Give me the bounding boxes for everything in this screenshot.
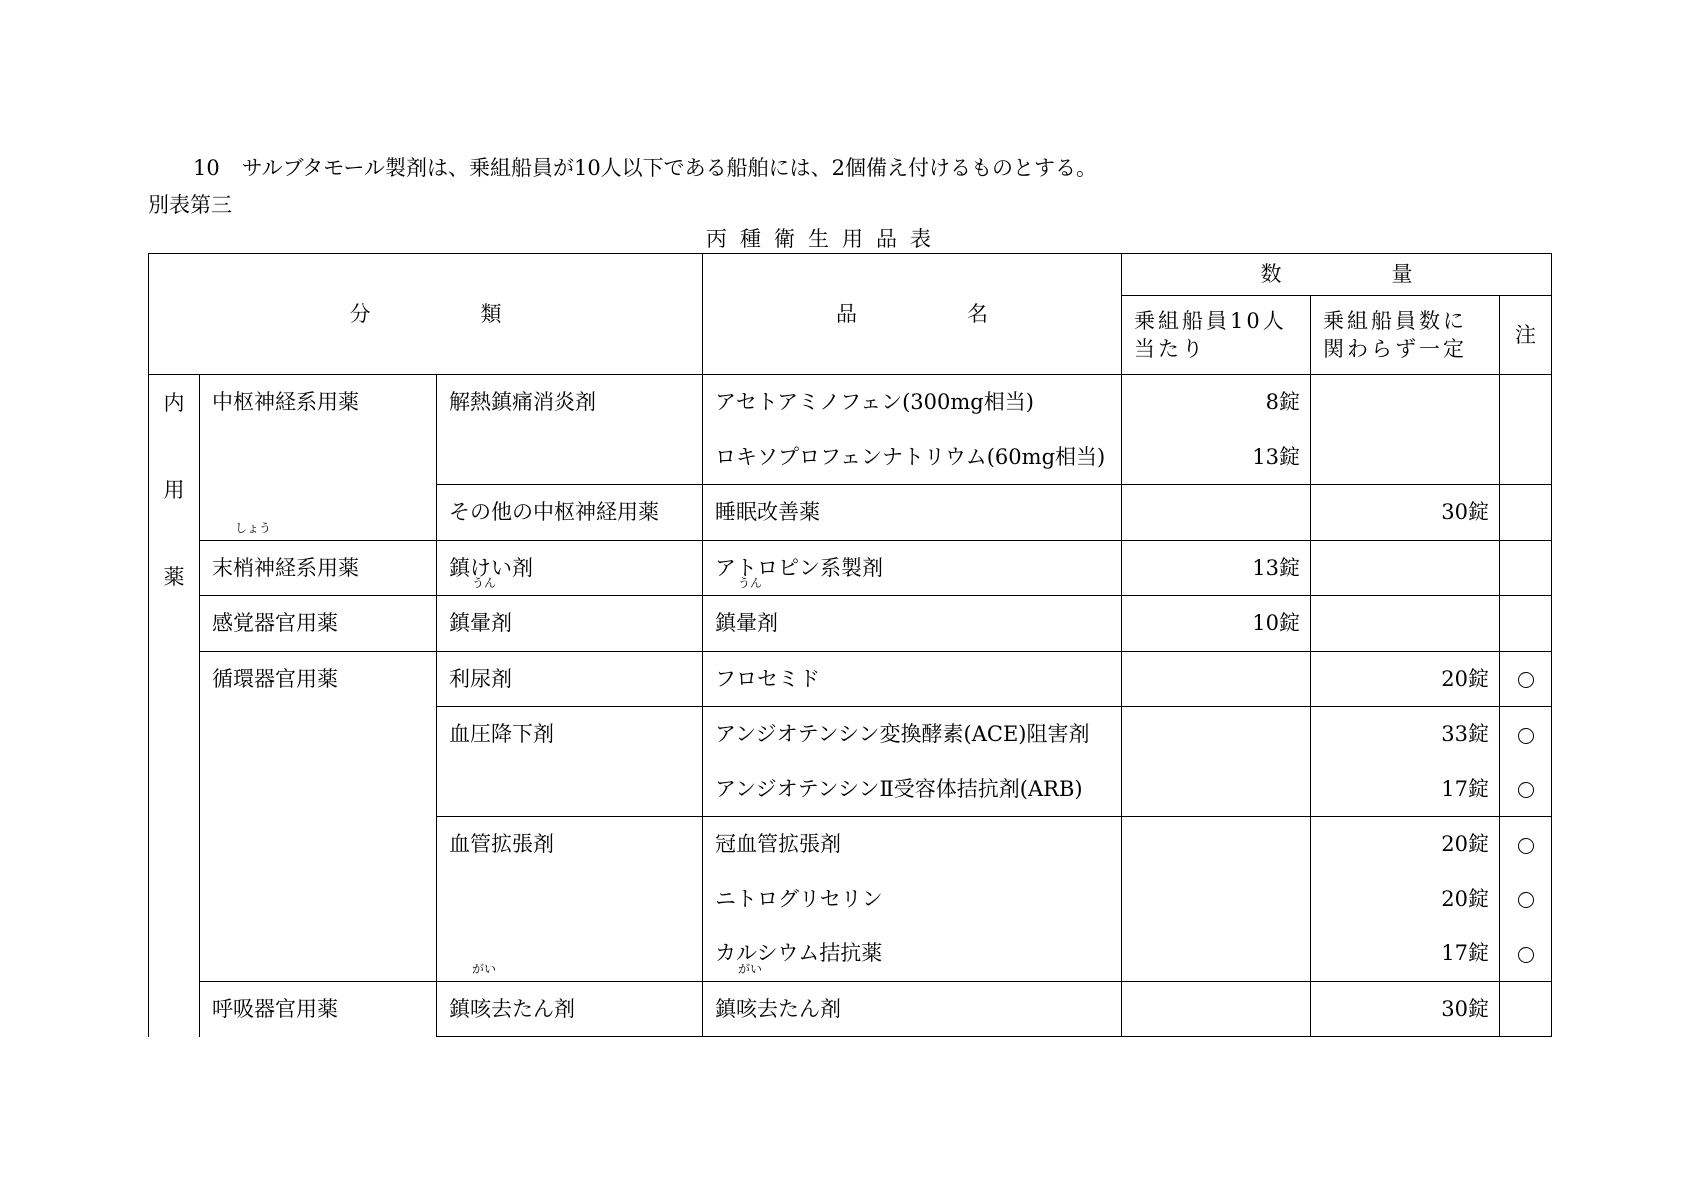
- header-note: 注: [1500, 296, 1552, 375]
- supplies-table: [148, 253, 1552, 1037]
- item-name: フロセミド: [703, 651, 1122, 707]
- table-title: 丙種衛生用品表: [706, 227, 944, 251]
- subcategory-cell: 鎮 がい 咳去たん剤: [437, 981, 703, 1037]
- note-circle-icon: [1500, 762, 1552, 817]
- header-fixed-quantity: 乗組船員数に関わらず一定: [1311, 296, 1500, 375]
- header-item-name: 品 名: [703, 254, 1122, 375]
- qty-per-10: [1122, 651, 1311, 707]
- ruby-text: しょう: [235, 520, 272, 535]
- paragraph-10: [193, 152, 1097, 182]
- qty-fixed: 30錠: [1311, 485, 1500, 541]
- category-cell: 末 しょう 梢神経系用薬: [200, 540, 437, 596]
- ruby-text: がい: [738, 961, 763, 976]
- table-row: [149, 981, 1552, 1037]
- qty-per-10: [1122, 485, 1311, 541]
- qty-fixed: 17錠: [1311, 762, 1500, 817]
- header-per-10-crew: 乗組船員10人当たり: [1122, 296, 1311, 375]
- item-name: アトロピン系製剤: [703, 540, 1122, 596]
- qty-per-10: 10錠: [1122, 596, 1311, 652]
- qty-per-10: 13錠: [1122, 540, 1311, 596]
- qty-fixed: [1311, 430, 1500, 485]
- note-circle-icon: [1500, 872, 1552, 927]
- category-cell: 循環器官用薬: [200, 651, 437, 981]
- ruby-text: がい: [472, 961, 497, 976]
- item-name: 睡眠改善薬: [703, 485, 1122, 541]
- subcategory-cell: 鎮 うん 暈剤: [437, 596, 703, 652]
- item-name: アセトアミノフェン(300mg相当): [703, 375, 1122, 430]
- item-name: ロキソプロフェンナトリウム(60mg相当): [703, 430, 1122, 485]
- paragraph-number: 10: [193, 156, 220, 180]
- ruby-text: うん: [472, 576, 497, 590]
- subcategory-cell: 鎮けい剤: [437, 540, 703, 596]
- group-internal-medicine: 内 用 薬: [149, 375, 200, 1037]
- qty-per-10: [1122, 872, 1311, 927]
- item-name: 鎮 がい 咳去たん剤: [703, 981, 1122, 1037]
- note-circle-icon: [1500, 926, 1552, 981]
- subcategory-cell: 血圧降下剤: [437, 707, 703, 817]
- qty-fixed: [1311, 596, 1500, 652]
- table-row: [149, 540, 1552, 596]
- note-cell: [1500, 430, 1552, 485]
- paragraph-text: サルブタモール製剤は、乗組船員が10人以下である船舶には、2個備え付けるものとする。: [241, 156, 1098, 180]
- item-name: ニトログリセリン: [703, 872, 1122, 927]
- qty-fixed: [1311, 540, 1500, 596]
- note-cell: [1500, 375, 1552, 430]
- qty-per-10: 8錠: [1122, 375, 1311, 430]
- item-name: カルシウム拮抗薬: [703, 926, 1122, 981]
- subcategory-cell: 利尿剤: [437, 651, 703, 707]
- qty-fixed: 20錠: [1311, 651, 1500, 707]
- category-cell: 中枢神経系用薬: [200, 375, 437, 541]
- qty-fixed: 17錠: [1311, 926, 1500, 981]
- qty-fixed: 20錠: [1311, 872, 1500, 927]
- note-cell: [1500, 485, 1552, 541]
- note-circle-icon: [1500, 707, 1552, 762]
- note-cell: [1500, 540, 1552, 596]
- note-circle-icon: [1500, 817, 1552, 872]
- item-name: アンジオテンシン変換酵素(ACE)阻害剤: [703, 707, 1122, 762]
- qty-per-10: [1122, 707, 1311, 762]
- subcategory-cell: 血管拡張剤: [437, 817, 703, 982]
- table-row: [149, 375, 1552, 430]
- qty-fixed: 33錠: [1311, 707, 1500, 762]
- note-circle-icon: [1500, 651, 1552, 707]
- item-name: アンジオテンシンⅡ受容体拮抗剤(ARB): [703, 762, 1122, 817]
- qty-fixed: [1311, 375, 1500, 430]
- subcategory-cell: その他の中枢神経用薬: [437, 485, 703, 541]
- qty-fixed: 30錠: [1311, 981, 1500, 1037]
- qty-per-10: [1122, 926, 1311, 981]
- annex-label: 別表第三: [148, 193, 232, 217]
- qty-per-10: [1122, 762, 1311, 817]
- category-cell: 呼吸器官用薬: [200, 981, 437, 1037]
- header-classification: 分 類: [149, 254, 703, 375]
- qty-per-10: 13錠: [1122, 430, 1311, 485]
- qty-per-10: [1122, 981, 1311, 1037]
- category-cell: 感覚器官用薬: [200, 596, 437, 652]
- ruby-text: うん: [738, 576, 763, 590]
- item-name: 鎮 うん 暈剤: [703, 596, 1122, 652]
- qty-per-10: [1122, 817, 1311, 872]
- note-cell: [1500, 596, 1552, 652]
- table-row: [149, 596, 1552, 652]
- header-quantity: 数 量: [1122, 254, 1552, 296]
- note-cell: [1500, 981, 1552, 1037]
- subcategory-cell: 解熱鎮痛消炎剤: [437, 375, 703, 485]
- table-row: [149, 651, 1552, 707]
- qty-fixed: 20錠: [1311, 817, 1500, 872]
- item-name: 冠血管拡張剤: [703, 817, 1122, 872]
